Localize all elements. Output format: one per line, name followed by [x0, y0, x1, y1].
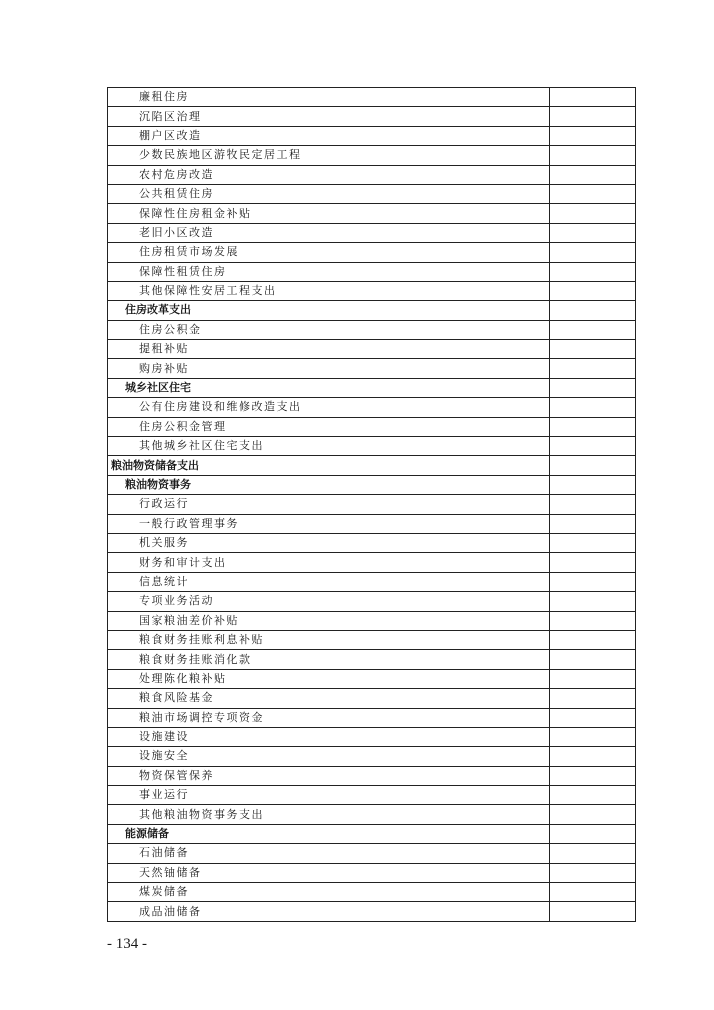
row-label: 老旧小区改造: [108, 223, 550, 242]
table-row: [108, 340, 636, 359]
row-label: 能源储备: [108, 824, 550, 843]
row-label: 事业运行: [108, 786, 550, 805]
table-row: [108, 533, 636, 552]
table-row: [108, 669, 636, 688]
row-label: 粮食财务挂账利息补贴: [108, 630, 550, 649]
row-label: 住房改革支出: [108, 301, 550, 320]
row-label: 设施安全: [108, 747, 550, 766]
table-row: [108, 378, 636, 397]
row-label: 住房公积金管理: [108, 417, 550, 436]
row-label: 粮油物资储备支出: [108, 456, 550, 475]
table-row: [108, 572, 636, 591]
row-value: [550, 766, 636, 785]
row-value: [550, 88, 636, 107]
table-row: [108, 88, 636, 107]
table-row: [108, 553, 636, 572]
table-row: [108, 243, 636, 262]
row-label: 少数民族地区游牧民定居工程: [108, 146, 550, 165]
table-row: [108, 417, 636, 436]
table-row: [108, 184, 636, 203]
table-row: [108, 611, 636, 630]
table-row: [108, 146, 636, 165]
row-value: [550, 902, 636, 921]
row-label: 物资保管保养: [108, 766, 550, 785]
table-row: [108, 863, 636, 882]
row-label: 煤炭储备: [108, 883, 550, 902]
row-label: 城乡社区住宅: [108, 378, 550, 397]
table-row: [108, 844, 636, 863]
row-value: [550, 340, 636, 359]
row-value: [550, 805, 636, 824]
row-label: 机关服务: [108, 533, 550, 552]
row-label: 廉租住房: [108, 88, 550, 107]
table-body: [108, 88, 636, 922]
row-value: [550, 456, 636, 475]
table-row: [108, 727, 636, 746]
row-label: 提租补贴: [108, 340, 550, 359]
table-row: [108, 883, 636, 902]
row-value: [550, 592, 636, 611]
table-row: [108, 165, 636, 184]
table-row: [108, 592, 636, 611]
row-value: [550, 708, 636, 727]
table-row: [108, 126, 636, 145]
row-value: [550, 689, 636, 708]
table-row: [108, 805, 636, 824]
row-value: [550, 184, 636, 203]
row-label: 粮油物资事务: [108, 475, 550, 494]
row-label: 天然铀储备: [108, 863, 550, 882]
table-row: [108, 650, 636, 669]
row-value: [550, 844, 636, 863]
row-label: 其他城乡社区住宅支出: [108, 437, 550, 456]
table-row: [108, 281, 636, 300]
table-row: [108, 204, 636, 223]
table-row: [108, 301, 636, 320]
row-label: 成品油储备: [108, 902, 550, 921]
row-value: [550, 495, 636, 514]
row-value: [550, 204, 636, 223]
row-label: 处理陈化粮补贴: [108, 669, 550, 688]
row-label: 其他粮油物资事务支出: [108, 805, 550, 824]
table-row: [108, 398, 636, 417]
table-row: [108, 786, 636, 805]
row-value: [550, 107, 636, 126]
table-row: [108, 475, 636, 494]
row-value: [550, 824, 636, 843]
table-row: [108, 630, 636, 649]
row-value: [550, 553, 636, 572]
row-value: [550, 475, 636, 494]
row-value: [550, 650, 636, 669]
table-row: [108, 708, 636, 727]
table-row: [108, 824, 636, 843]
row-label: 购房补贴: [108, 359, 550, 378]
row-label: 公有住房建设和维修改造支出: [108, 398, 550, 417]
row-value: [550, 669, 636, 688]
table-row: [108, 223, 636, 242]
table-row: [108, 437, 636, 456]
row-label: 其他保障性安居工程支出: [108, 281, 550, 300]
table-row: [108, 359, 636, 378]
row-value: [550, 359, 636, 378]
row-label: 农村危房改造: [108, 165, 550, 184]
row-value: [550, 727, 636, 746]
table-row: [108, 262, 636, 281]
row-label: 住房公积金: [108, 320, 550, 339]
row-value: [550, 146, 636, 165]
row-value: [550, 514, 636, 533]
table-row: [108, 747, 636, 766]
table-row: [108, 456, 636, 475]
row-label: 住房租赁市场发展: [108, 243, 550, 262]
row-value: [550, 611, 636, 630]
row-value: [550, 417, 636, 436]
row-value: [550, 630, 636, 649]
table-row: [108, 514, 636, 533]
table-row: [108, 495, 636, 514]
row-label: 一般行政管理事务: [108, 514, 550, 533]
table-row: [108, 902, 636, 921]
table-row: [108, 766, 636, 785]
budget-table: [107, 87, 636, 922]
row-value: [550, 572, 636, 591]
row-value: [550, 262, 636, 281]
table-row: [108, 320, 636, 339]
row-value: [550, 223, 636, 242]
row-value: [550, 281, 636, 300]
row-label: 国家粮油差价补贴: [108, 611, 550, 630]
row-value: [550, 398, 636, 417]
row-label: 设施建设: [108, 727, 550, 746]
row-value: [550, 126, 636, 145]
row-value: [550, 747, 636, 766]
row-value: [550, 165, 636, 184]
row-value: [550, 301, 636, 320]
page-number: - 134 -: [107, 936, 147, 952]
row-value: [550, 863, 636, 882]
row-value: [550, 437, 636, 456]
row-label: 专项业务活动: [108, 592, 550, 611]
row-value: [550, 320, 636, 339]
row-value: [550, 786, 636, 805]
table-row: [108, 689, 636, 708]
row-label: 公共租赁住房: [108, 184, 550, 203]
row-label: 石油储备: [108, 844, 550, 863]
row-label: 保障性租赁住房: [108, 262, 550, 281]
row-label: 保障性住房租金补贴: [108, 204, 550, 223]
row-value: [550, 533, 636, 552]
row-value: [550, 378, 636, 397]
table-row: [108, 107, 636, 126]
row-value: [550, 243, 636, 262]
row-label: 棚户区改造: [108, 126, 550, 145]
row-label: 财务和审计支出: [108, 553, 550, 572]
row-label: 行政运行: [108, 495, 550, 514]
row-value: [550, 883, 636, 902]
row-label: 粮油市场调控专项资金: [108, 708, 550, 727]
row-label: 沉陷区治理: [108, 107, 550, 126]
row-label: 粮食风险基金: [108, 689, 550, 708]
row-label: 粮食财务挂账消化款: [108, 650, 550, 669]
row-label: 信息统计: [108, 572, 550, 591]
